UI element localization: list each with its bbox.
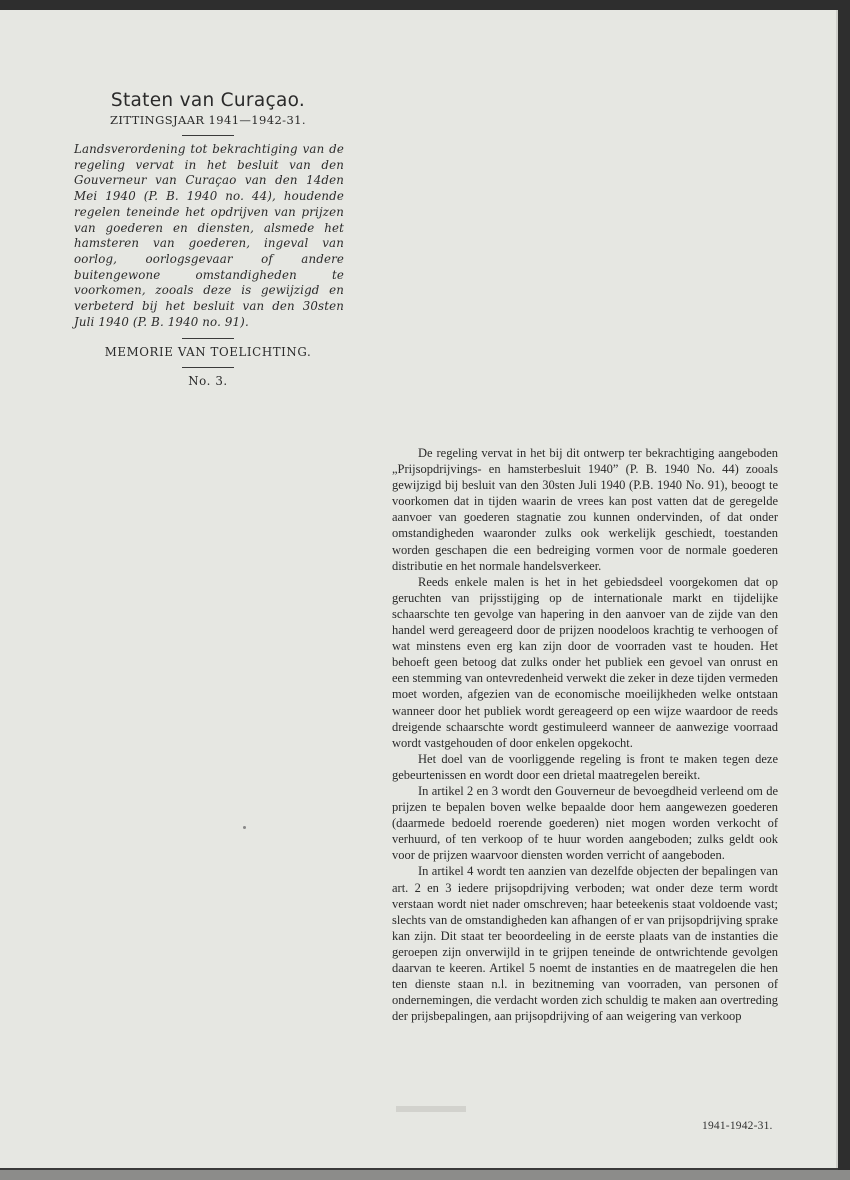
document-number: No. 3. — [188, 374, 228, 389]
paragraph: In artikel 4 wordt ten aanzien van dezelfde objecten der bepalingen van art. 2 en 3 iedere prijsopdrijving verboden; wat onder deze term wordt verstaan wordt niet nader omschreven; haar beteekenis staat voldoende vast; slechts van de omstandigheden kan afhangen of er van prijsopdrijving sprake kan zijn. Dit staat ter beoordeeling in de eerste plaats van de instanties die geroepen zijn onverwijld in te grijpen teneinde de ontwrichtende gevolgen daarvan te keeren. Artikel 5 noemt de instanties en de maatregelen die hen ten dienste staan n.l. in bezitneming van voorraden, van personen of ondernemingen, die verdacht worden zich schuldig te maken aan overtreding der prijsbepalingen, aan prijsopdrijving of aan weigering van verkoop — [392, 864, 778, 1024]
memorie-heading: MEMORIE VAN TOELICHTING. — [104, 345, 312, 360]
paragraph: De regeling vervat in het bij dit ontwerp ter bekrachtiging aangeboden „Prijsopdrijvings- en hamsterbesluit 1940” (P. B. 1940 No. 44) zooals gewijzigd bij besluit van den 30sten Juli 1940 (P.B. 1940 No. 91), beoogt te voorkomen dat in tijden waarin de vrees kan post vatten dat de geregelde aanvoer van goederen stagnatie zou kunnen ondervinden, of dat onder omstandigheden waaronder zulks ook werkelijk geschiedt, toestanden worden geschapen die een bedreiging vormen voor de normale goederen distributie en het normale handelsverkeer. — [392, 446, 778, 573]
ordinance-title: Landsverordening tot bekrachtiging van de regeling vervat in het besluit van den Gouverneur van Curaçao van den 14den Mei 1940 (P. B. 1940 no. 44), houdende regelen teneinde het opdrijven van prijzen van goederen en diensten, alsmede het hamsteren van goederen, ingeval van oorlog, oorlogsgevaar of andere buitengewone omstandigheden te voorkomen, zooals deze is gewijzigd en verbeterd bij het besluit van den 30sten Juli 1940 (P. B. 1940 no. 91). — [74, 142, 344, 329]
document-title: Staten van Curaçao. — [110, 90, 306, 111]
footer-code: 1941-1942-31. — [702, 1120, 773, 1132]
scan-border-bottom — [0, 1170, 850, 1180]
divider — [182, 135, 234, 136]
paragraph: In artikel 2 en 3 wordt den Gouverneur de bevoegdheid verleend om de prijzen te bepalen boven welke bepaalde door hem aangewezen goederen (daarmede bedoeld roerende goederen) niet mogen worden verkocht of verhuurd, of ten verkoop of te huur worden aangeboden; zulks geldt ook voor de prijzen waarvoor diensten worden verricht of aangeboden. — [392, 783, 778, 863]
paragraph: Reeds enkele malen is het in het gebiedsdeel voorgekomen dat op geruchten van prijsstijging op de internationale markt en tijdelijke schaarschte ten gevolge van hapering in den aanvoer van de zijde van den handel werd gereageerd door de prijzen noodeloos krachtig te verhoogen of wat minstens even erg kan zijn door de voorraden vast te houden. Het behoeft geen betoog dat zulks onder het publiek een gevoel van onrust en een stemming van ontevredenheid verwekt die zeker in deze tijden vermeden moet worden, afgezien van de economische moeilijkheden welke ontstaan wanneer door het publiek wordt gereageerd op een wijze waardoor de reeds dreigende schaarschte wordt gestimuleerd wanneer de aanwezige voorraad wordt vastgehouden of door enkelen opgekocht. — [392, 574, 778, 750]
paragraph: Het doel van de voorliggende regeling is front te maken tegen deze gebeurtenissen en wordt door een drietal maatregelen bereikt. — [392, 751, 778, 782]
body-text — [392, 445, 778, 1024]
header-block — [72, 90, 344, 388]
divider — [182, 367, 234, 368]
faint-stamp-mark — [396, 1106, 466, 1112]
scan-border-top — [0, 0, 850, 10]
paper-speck — [243, 826, 246, 829]
session-year: ZITTINGSJAAR 1941—1942-31. — [110, 113, 306, 127]
scan-border-right — [838, 0, 850, 1180]
divider — [182, 338, 234, 339]
